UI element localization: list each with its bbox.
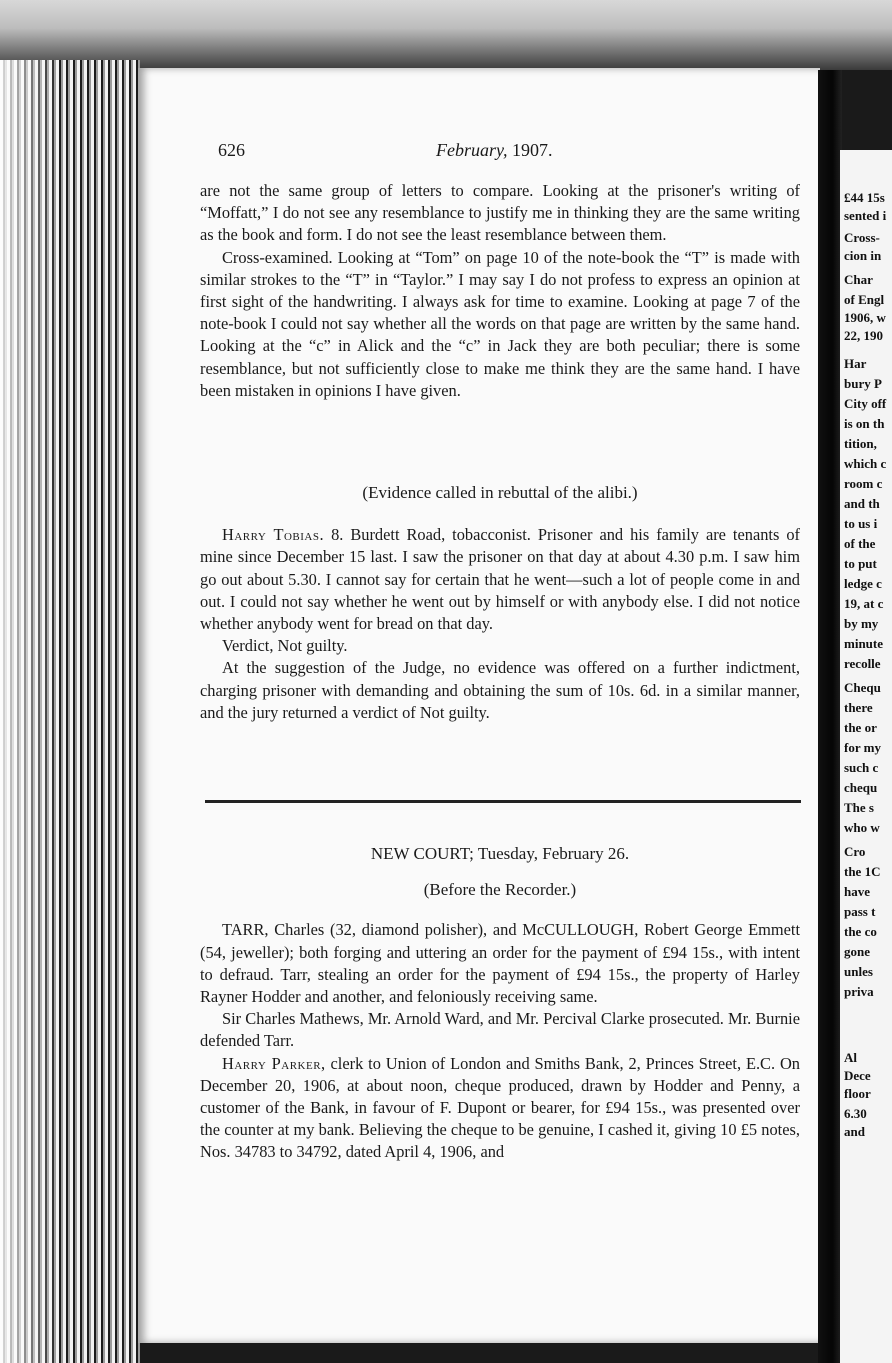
rebuttal-heading: (Evidence called in rebuttal of the alibi.) (362, 483, 638, 502)
testimony-block (200, 180, 800, 402)
facing-page-line: 19, at c (844, 596, 884, 611)
facing-page-line: the 1C (844, 864, 881, 879)
facing-page-line: which c (844, 456, 887, 471)
facing-page-line: to us i (844, 516, 878, 531)
facing-page-line: The s (844, 800, 874, 815)
witness-name-tobias: Harry Tobias. (222, 525, 325, 545)
facing-page-line: the co (844, 924, 877, 939)
prosecution-paragraph: Sir Charles Mathews, Mr. Arnold Ward, and Mr. Percival Clarke prosecuted. Mr. Burnie defended Tarr. (200, 1009, 800, 1051)
facing-page-line: unles (844, 964, 873, 979)
section-divider (205, 800, 801, 803)
facing-page-line: for my (844, 740, 881, 755)
tobias-testimony (200, 524, 800, 635)
facing-page-line: Chequ (844, 680, 881, 695)
facing-page-line: tition, (844, 436, 877, 451)
facing-page-line: there (844, 700, 873, 715)
facing-page-line: 6.30 (844, 1106, 867, 1121)
facing-page-line: City off (844, 396, 887, 411)
facing-page-line: who w (844, 820, 880, 835)
facing-page-line: 1906, w (844, 310, 886, 325)
facing-page-line: chequ (844, 780, 878, 795)
tarr-case-paragraph: TARR, Charles (32, diamond polisher), and McCULLOUGH, Robert George Emmett (54, jeweller); both forging and uttering an order for the payment of £94 15s., with intent to defraud. Tarr, stealing an order for the payment of £94 15s., the property of Harley Rayner Hodder and another, and feloniously receiving same. (200, 920, 800, 1007)
facing-page-line: sented i (844, 208, 887, 223)
paragraph-cross-examined: Cross-examined. Looking at “Tom” on page 10 of the note-book the “T” is made with similar strokes to the “T” in “Taylor.” I may say I do not profess to express an opinion at first sight of the handwriting. I always ask for time to examine. Looking at page 7 of the note-book I could not say whether all the words on that page are written by the same hand. Looking at the “c” in Alick and the “c” in Jack they are both peculiar; there is some resemblance, but not sufficiently close to make me think they are the same hand. I have been mistaken in opinions I have given. (200, 247, 800, 400)
facing-page-line: of the (844, 536, 876, 551)
facing-page-line: and (844, 1124, 865, 1139)
facing-page-line: cion in (844, 248, 882, 263)
running-title (436, 140, 553, 161)
parker-testimony (200, 1053, 800, 1164)
running-title-year: 1907. (512, 140, 553, 160)
facing-page-line: such c (844, 760, 879, 775)
page-number: 626 (218, 140, 245, 160)
facing-page-line: Char (844, 272, 873, 287)
facing-page-line: Al (844, 1050, 857, 1065)
facing-page-line: Har (844, 356, 867, 371)
rebuttal-block (200, 482, 800, 724)
verdict: Verdict, Not guilty. (222, 636, 348, 656)
facing-page-line: Cro (844, 844, 866, 859)
parker-text: clerk to Union of London and Smiths Bank, 2, Princes Street, E.C. On December 20, 1906, at about noon, cheque produced, drawn by Hodder and Penny, a customer of the Bank, in favour of F. Dupont or bearer, for £94 15s., was presented over the counter at my bank. Believing the cheque to be genuine, I cashed it, giving 10 £5 notes, Nos. 34783 to 34792, dated April 4, 1906, and (200, 1053, 800, 1162)
facing-page-line: room c (844, 476, 883, 491)
new-court-block (200, 843, 800, 1164)
facing-page-line: Dece (844, 1068, 871, 1083)
facing-page-line: minute (844, 636, 883, 651)
recorder-heading: (Before the Recorder.) (423, 880, 577, 900)
witness-name-parker: Harry Parker, (222, 1053, 326, 1073)
facing-page-line: by my (844, 616, 879, 631)
running-title-month: February, (436, 140, 508, 160)
suggestion-paragraph: At the suggestion of the Judge, no evidence was offered on a further indictment, charging prisoner with demanding and obtaining the sum of 10s. 6d. in a similar manner, and the jury returned a verdict of Not guilty. (200, 658, 800, 722)
court-heading: NEW COURT; Tuesday, February 26. (370, 844, 630, 863)
facing-page-line: gone (844, 944, 870, 959)
paragraph-continuation: are not the same group of letters to compare. Looking at the prisoner's writing of “Moffatt,” I do not see any resemblance to justify me in thinking they are the same writing as the book and form. I do not see the least resemblance between them. (200, 181, 800, 245)
facing-page-line: floor (844, 1086, 871, 1101)
page-header (218, 140, 798, 166)
scan-left-fade (0, 60, 60, 1363)
facing-page-line: bury P (844, 376, 882, 391)
tobias-text: 8. Burdett Road, tobacconist. Prisoner and his family are tenants of mine since December 15 last. I saw the prisoner on that day at about 4.30 p.m. I saw him go out about 5.30. I cannot say for certain that he went—such a lot of people come in and out. I could not say whether he went out by himself or with anybody else. I did not notice whether anybody went for bread on that day. (200, 525, 800, 634)
facing-page-line: ledge c (844, 576, 882, 591)
facing-page-line: to put (844, 556, 877, 571)
book-gutter (818, 70, 842, 1363)
facing-page-line: pass t (844, 904, 876, 919)
facing-page-line: 22, 190 (844, 328, 883, 343)
facing-page-line: the or (844, 720, 877, 735)
facing-page-fragment (840, 150, 892, 1363)
facing-page-line: of Engl (844, 292, 885, 307)
facing-page-line: Cross- (844, 230, 880, 245)
facing-page-line: have (844, 884, 870, 899)
facing-page-line: £44 15s (844, 190, 885, 205)
facing-page-line: and th (844, 496, 880, 511)
facing-page-line: priva (844, 984, 874, 999)
facing-page-line: recolle (844, 656, 881, 671)
facing-page-line: is on th (844, 416, 885, 431)
